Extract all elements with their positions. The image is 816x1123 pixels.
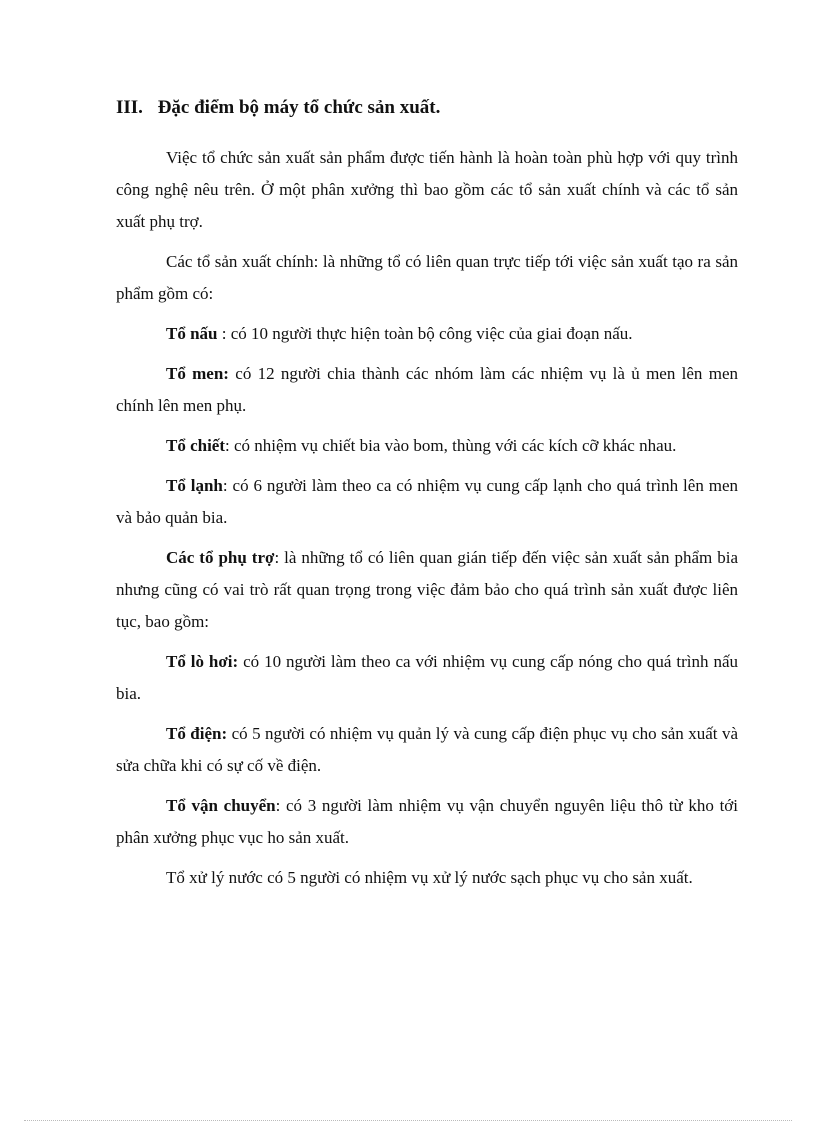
team-name: Tổ lò hơi: (166, 652, 239, 671)
section-heading (116, 90, 738, 126)
team-paragraph-lo-hoi (116, 646, 738, 710)
team-description: có 10 người làm theo ca với nhiệm vụ cung cấp nóng cho quá trình nấu bia. (116, 652, 738, 703)
team-description: : có 10 người thực hiện toàn bộ công việc của giai đoạn nấu. (217, 324, 633, 343)
intro-paragraph-1: Việc tổ chức sản xuất sản phẩm được tiến hành là hoàn toàn phù hợp với quy trình công nghệ nêu trên. Ở một phân xưởng thì bao gồm các tổ sản xuất chính và các tổ sản xuất phụ trợ. (116, 148, 738, 231)
team-paragraph-chiet (116, 430, 738, 462)
team-name: Tổ điện: (166, 724, 228, 743)
section-title: Đặc điểm bộ máy tổ chức sản xuất. (157, 97, 441, 118)
team-paragraph-men (116, 358, 738, 422)
support-description: : là những tổ có liên quan gián tiếp đến việc sản xuất sản phẩm bia nhưng cũng có vai trò rất quan trọng trong việc đảm bảo cho quá trình sản xuất được liên tục, bao gồm: (116, 548, 739, 631)
team-description: có 5 người có nhiệm vụ quản lý và cung cấp điện phục vụ cho sản xuất và sửa chữa khi có sự cố về điện. (116, 724, 739, 775)
page-bottom-divider (24, 1120, 792, 1121)
team-paragraph-nau (116, 318, 738, 350)
intro-paragraph-2: Các tổ sản xuất chính: là những tổ có liên quan trực tiếp tới việc sản xuất tạo ra sản phẩm gồm có: (116, 252, 738, 303)
team-paragraph-lanh (116, 470, 738, 534)
team-paragraph-dien (116, 718, 738, 782)
team-name: Tổ vận chuyển (166, 796, 276, 815)
section-number: III. (116, 97, 143, 118)
team-name: Tổ men: (166, 364, 229, 383)
team-description: có 12 người chia thành các nhóm làm các nhiệm vụ là ủ men lên men chính lên men phụ. (116, 364, 738, 415)
support-title: Các tổ phụ trợ (166, 548, 275, 567)
team-name: Tổ nấu (166, 324, 218, 343)
team-description: : có nhiệm vụ chiết bia vào bom, thùng với các kích cỡ khác nhau. (225, 436, 677, 455)
team-name: Tổ chiết (166, 436, 226, 455)
document-page (116, 90, 738, 902)
team-paragraph-van-chuyen (116, 790, 738, 854)
team-name: Tổ lạnh (166, 476, 223, 495)
team-description: : có 3 người làm nhiệm vụ vận chuyển nguyên liệu thô từ kho tới phân xưởng phục vục ho sản xuất. (116, 796, 739, 847)
support-intro-paragraph (116, 542, 738, 638)
closing-paragraph: Tổ xử lý nước có 5 người có nhiệm vụ xử lý nước sạch phục vụ cho sản xuất. (166, 868, 693, 887)
team-description: : có 6 người làm theo ca có nhiệm vụ cung cấp lạnh cho quá trình lên men và bảo quản bia. (116, 476, 738, 527)
